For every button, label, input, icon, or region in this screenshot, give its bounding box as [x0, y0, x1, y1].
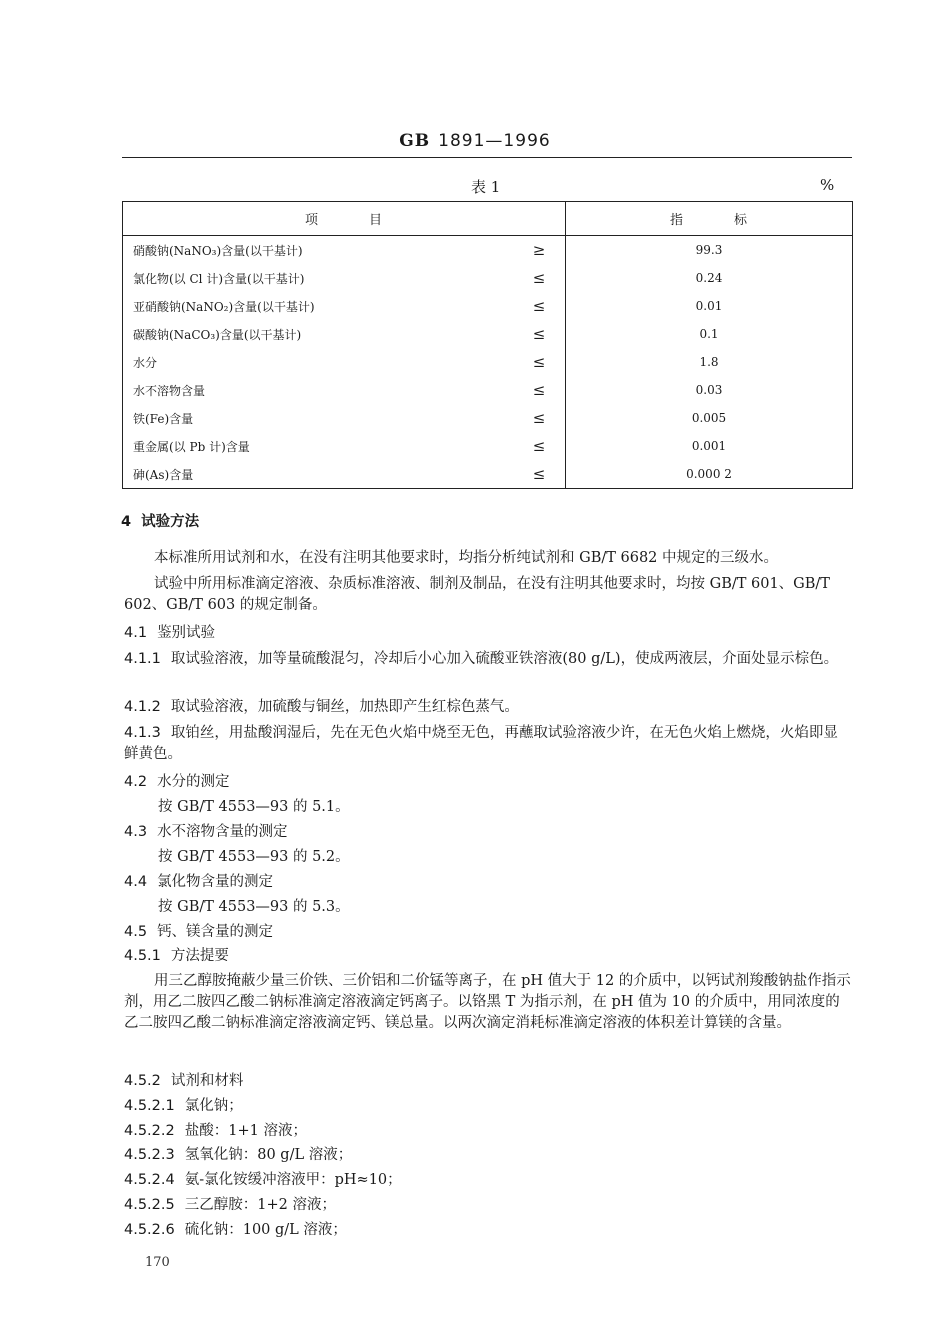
section-4-5-heading: 4.5 钙、镁含量的测定	[124, 924, 274, 940]
table-row: 亚硝酸钠(NaNO₂)含量(以干基计) ≤ 0.01	[123, 292, 853, 320]
clause-4-1-3: 4.1.3 取铂丝，用盐酸润湿后，先在无色火焰中烧至无色，再蘸取试验溶液少许，在无色火焰上燃烧，火焰即显鲜黄色。	[124, 725, 838, 762]
section-4-4-heading: 4.4 氯化物含量的测定	[124, 874, 274, 890]
header-item: 项 目	[123, 202, 566, 236]
page-header	[0, 131, 950, 151]
standard-code: GB	[399, 131, 431, 151]
clause-4-5-2-2: 4.5.2.2 盐酸：1+1 溶液；	[124, 1123, 307, 1139]
table-row: 氯化物(以 Cl 计)含量(以干基计) ≤ 0.24	[123, 264, 853, 292]
table-row: 重金属(以 Pb 计)含量 ≤ 0.001	[123, 432, 853, 460]
paragraph: 用三乙醇胺掩蔽少量三价铁、三价铝和二价锰等离子，在 pH 值大于 12 的介质中，以钙试剂羧酸钠盐作指示剂，用乙二胺四乙酸二钠标准滴定溶液滴定钙离子。以铬黑 T 为指示剂，在 pH 值为 10 的介质中，用同浓度的乙二胺四乙酸二钠标准滴定溶液滴定钙、镁总量。以两次滴定消耗标准滴定溶液的体积差计算镁的含量。	[124, 973, 851, 1031]
table-unit: %	[820, 176, 835, 194]
table-caption: 表 1	[471, 178, 501, 196]
table-row: 碳酸钠(NaCO₃)含量(以干基计) ≤ 0.1	[123, 320, 853, 348]
paragraph: 本标准所用试剂和水，在没有注明其他要求时，均指分析纯试剂和 GB/T 6682 中规定的三级水。	[154, 550, 779, 566]
table-row: 硝酸钠(NaNO₃)含量(以干基计) ≥ 99.3	[123, 236, 853, 265]
table-row: 砷(As)含量 ≤ 0.000 2	[123, 460, 853, 489]
standard-number: 1891—1996	[438, 131, 551, 151]
clause-4-5-2-3: 4.5.2.3 氢氧化钠：80 g/L 溶液；	[124, 1147, 353, 1163]
table-row: 水分 ≤ 1.8	[123, 348, 853, 376]
page-number: 170	[145, 1255, 170, 1270]
section-4-2-heading: 4.2 水分的测定	[124, 774, 230, 790]
header-value: 指 标	[566, 202, 853, 236]
clause-4-5-2-4: 4.5.2.4 氨-氯化铵缓冲溶液甲：pH≈10；	[124, 1172, 402, 1188]
table-row: 水不溶物含量 ≤ 0.03	[123, 376, 853, 404]
clause-4-5-2: 4.5.2 试剂和材料	[124, 1073, 244, 1089]
table-row: 铁(Fe)含量 ≤ 0.005	[123, 404, 853, 432]
table-header-row	[123, 202, 853, 236]
spec-table	[122, 201, 853, 489]
clause-4-5-1: 4.5.1 方法提要	[124, 948, 229, 964]
section-4-1-heading: 4.1 鉴别试验	[124, 625, 216, 641]
clause-4-5-2-1: 4.5.2.1 氯化钠；	[124, 1098, 243, 1114]
clause-4-5-2-5: 4.5.2.5 三乙醇胺：1+2 溶液；	[124, 1197, 336, 1213]
section-4-3-text: 按 GB/T 4553—93 的 5.2。	[158, 849, 350, 865]
section-4-2-text: 按 GB/T 4553—93 的 5.1。	[158, 799, 350, 815]
clause-4-1-1: 4.1.1 取试验溶液，加等量硫酸混匀，冷却后小心加入硫酸亚铁溶液(80 g/L)，使成两液层，介面处显示棕色。	[124, 651, 839, 667]
clause-4-1-2: 4.1.2 取试验溶液，加硫酸与铜丝，加热即产生红棕色蒸气。	[124, 699, 519, 715]
header-rule	[122, 157, 852, 158]
section-4-heading: 4 试验方法	[121, 514, 200, 530]
section-4-4-text: 按 GB/T 4553—93 的 5.3。	[158, 899, 350, 915]
paragraph: 试验中所用标准滴定溶液、杂质标准溶液、制剂及制品，在没有注明其他要求时，均按 GB/T 601、GB/T 602、GB/T 603 的规定制备。	[124, 576, 830, 613]
section-4-3-heading: 4.3 水不溶物含量的测定	[124, 824, 288, 840]
clause-4-5-2-6: 4.5.2.6 硫化钠：100 g/L 溶液；	[124, 1222, 347, 1238]
